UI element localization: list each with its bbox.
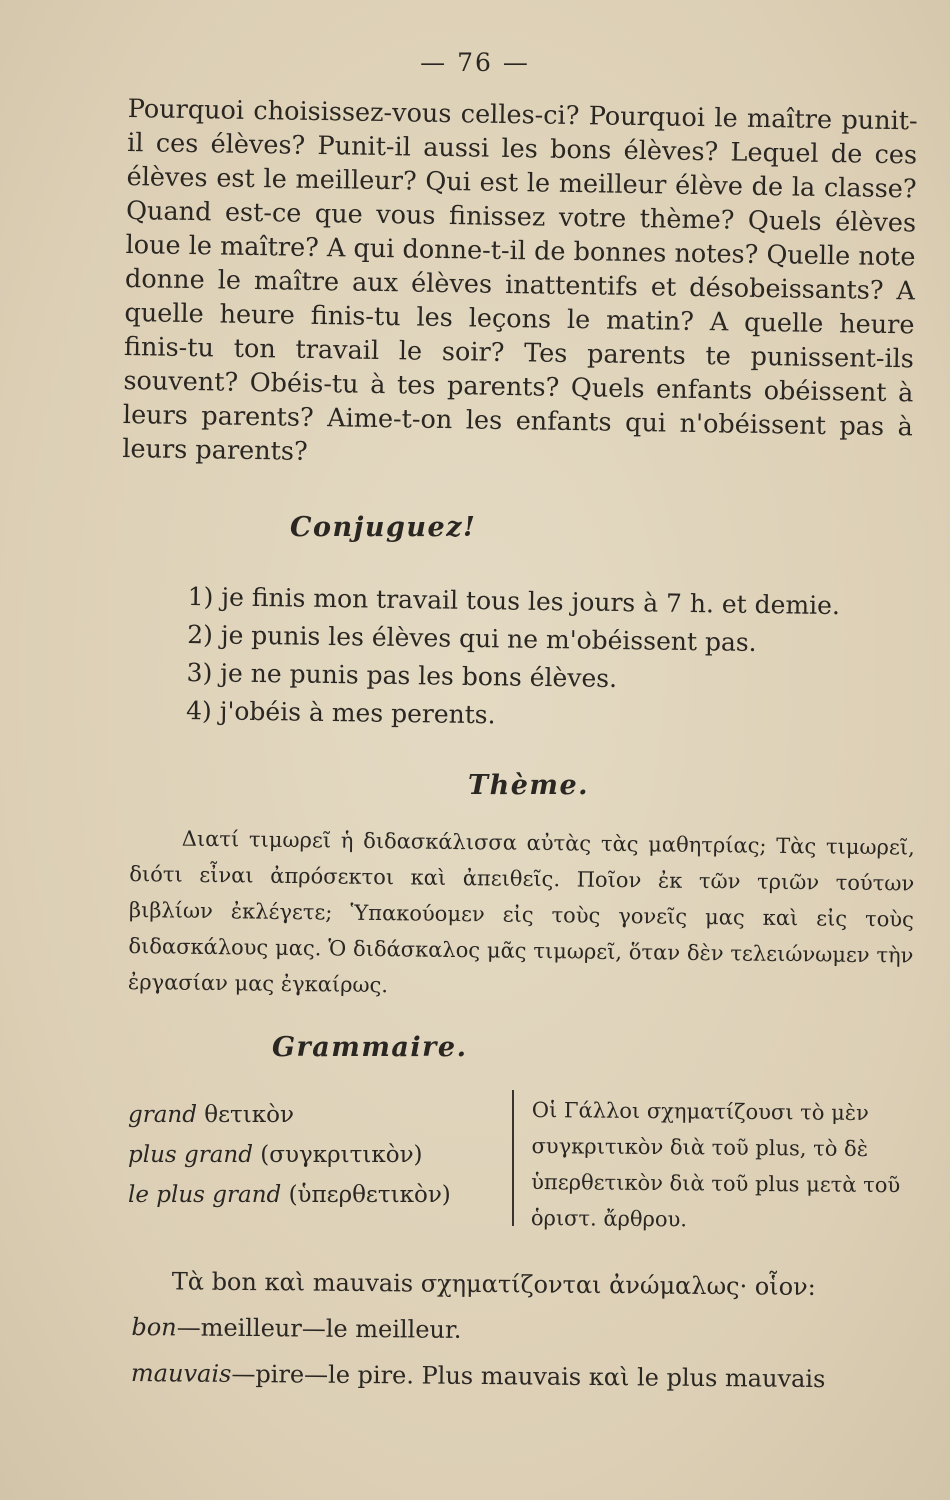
questions-paragraph: Pourquoi choisissez-vous celles-ci? Pourquoi le maître punit-il ces élèves? Punit-il aussi les bons élèves? Lequel de ces élèves est le meilleur? Qui est le meilleur élève de la classe? Quand est-ce que vous finissez votre thème? Quels élèves loue le maître? A qui donne-t-il de bonnes notes? Quelle note donne le maître aux élèves inattentifs et désobeissants? A quelle heure finis-tu les leçons le matin? A quelle heure finis-tu ton travail le soir? Tes parents te punissent-ils souvent? Obéis-tu à tes parents? Quels enfants obéissent à leurs parents? Aime-t-on les enfants qui n'obéissent pas à leurs parents? [122,93,918,467]
irregular-forms [131,1258,922,1403]
greek-term: (ὑπερθετικὸν) [288,1182,451,1208]
list-item: 1) je finis mon travail tous les jours à 7 h. et demie. [187,581,841,621]
comparison-forms [128,1095,508,1215]
bon-line [131,1304,921,1357]
greek-term: (συγκριτικὸν) [260,1142,423,1168]
form-row [128,1135,508,1175]
column-divider [512,1090,514,1226]
page-number: — 76 — [420,48,530,77]
list-item: 4) j'obéis à mes perents. [185,695,496,730]
grammaire-heading: Grammaire. [272,1032,468,1063]
mauvais-forms: —pire—le pire. Plus mauvais καὶ le plus mauvais [231,1359,826,1394]
bon-forms: —meilleur—le meilleur. [176,1313,462,1344]
list-item: 2) je punis les élèves qui ne m'obéissent pas. [187,619,757,657]
conjugation-list [186,578,908,740]
french-form: le plus grand [128,1182,282,1208]
greek-term: θετικὸν [204,1102,294,1128]
bon-word: bon [131,1312,177,1342]
form-row [128,1095,508,1135]
mauvais-line [131,1350,921,1403]
list-item: 3) je ne punis pas les bons élèves. [186,657,618,693]
grammar-explanation: Οἱ Γάλλοι σχηματίζουσι τὸ μὲν συγκριτικὸν διὰ τοῦ plus, τὸ δὲ ὑπερθετικὸν διὰ τοῦ plus μετὰ τοῦ ὁριστ. ἄρθρου. [530,1097,901,1232]
theme-heading: Thème. [468,770,590,801]
french-form: plus grand [128,1142,253,1168]
french-form: grand [128,1102,197,1128]
theme-greek-text: Διατί τιμωρεῖ ἡ διδασκάλισσα αὐτὰς τὰς μαθητρίας; Τὰς τιμωρεῖ, διότι εἶναι ἀπρόσεκτοι καὶ ἀπειθεῖς. Ποῖον ἐκ τῶν τριῶν τούτων βιβλίων ἐκλέγετε; Ὑπακούομεν εἰς τοὺς γονεῖς μας καὶ εἰς τοὺς διδασκάλους μας. Ὁ διδάσκαλος μᾶς τιμωρεῖ, ὅταν δὲν τελειώνωμεν τὴν ἐργασίαν μας ἐγκαίρως. [127,826,915,998]
conjuguez-heading: Conjuguez! [290,512,477,543]
irregular-intro: Τὰ bon καὶ mauvais σχηματίζονται ἀνώμαλως· οἷον: [171,1267,816,1301]
form-row [128,1175,508,1215]
mauvais-word: mauvais [130,1358,232,1388]
